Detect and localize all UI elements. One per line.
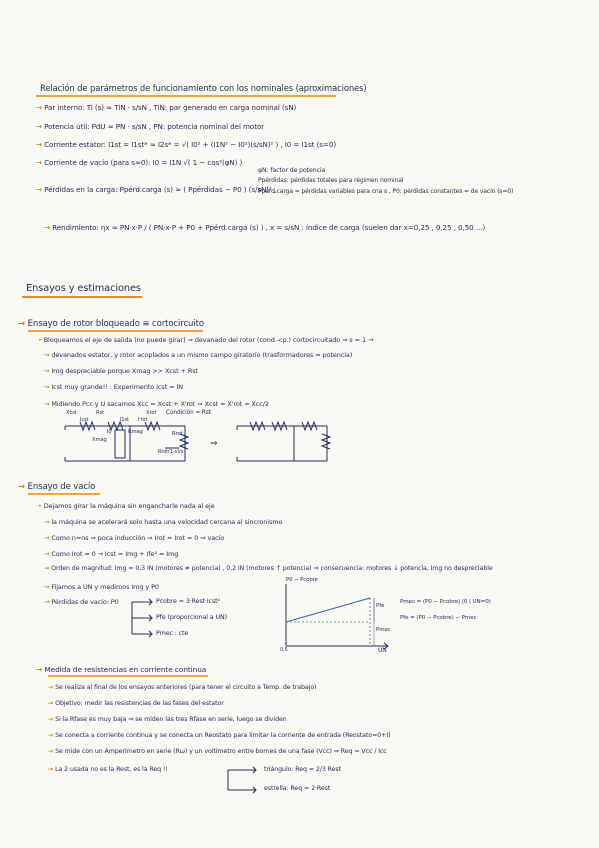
conexion-triangulo: triángulo: Req = 2/3 Rest [264, 766, 341, 773]
section2-title: Ensayos y estimaciones [26, 283, 141, 294]
circuit-arrow: ⇒ [210, 439, 218, 449]
section1-underline [36, 95, 336, 97]
reostato-line: → Se conecta a corriente continua y se conecta un Reostato para limitar la corriente de entrada (Reostato=0+I) [48, 732, 391, 739]
label-i0: I0 [107, 429, 112, 435]
potencia-util-line: → Potencia útil: PdU ≈ PN · s/sN , PN: potencia nominal del motor [36, 122, 265, 131]
loss-cobre: Pcobre = 3·Rest·Icst² [156, 598, 220, 605]
medida-resistencias-underline [48, 675, 208, 677]
label-xcst: Xcst [66, 410, 77, 416]
label-irot: I'rot [138, 417, 148, 423]
bloqueo-line: • Bloqueamos el eje de salida (no puede girar) ⇒ devanado del rotor (cond.-cp.) cortocircuitado ⇒ s = 1 → [38, 336, 374, 344]
graph-eq2: Pfe = (P0 − Pcobre) − Pmec [400, 615, 477, 621]
acople-line: → devanados estator, y rotor acoplados a un mismo campo giratorio (trasformadores ≈ potencia) [44, 351, 353, 359]
condicion-note: Condición = Rst [166, 410, 211, 416]
irot-cero-line: → Como Irot ≈ 0 → Icst = Img + Ife² ≈ Img [44, 550, 179, 558]
conexion-estrella: estrella: Req = 2·Rest [264, 785, 331, 792]
midiendo-line: → Midiendo Pcc y U sacamos Xcc = Xcst + X'rot ⇒ Xcst ≈ X'rot ≈ Xcc/2 [44, 400, 269, 408]
label-xmag: Xmag [92, 437, 107, 443]
label-rst: Rst [96, 410, 105, 416]
corriente-vacio-line: → Corriente de vacío (para s≈0): I0 = I1N √( 1 − cos²(φN) ) [36, 158, 243, 167]
graph-pmec-label: Pmec [376, 627, 391, 633]
label-rrot-s: Rrot(1-s)/s [158, 449, 184, 455]
req-note-line: → La 2 usada no es la Rest, es la Req !! [48, 766, 168, 773]
ensayo-vacio-underline [28, 493, 100, 495]
label-xrot: Xrot [146, 410, 157, 416]
orden-magnitud-line: → Orden de magnitud: Img ≈ 0,3 IN (motores ≠ potencia) , 0,2 IN (motores ↑ potencia) ⇒ consecuencia: motores ↓ potencia, Img no despreciable [44, 565, 493, 572]
graph-xlabel: UN [378, 647, 387, 654]
perdidas-variables-note: Ppérd.carga = pérdidas variables para cna s , P0: pérdidas constantes = de vacío (s=0) [258, 188, 514, 195]
graph-ylabel: P0 − Pcobre [286, 577, 318, 583]
rotor-bloqueado-title: → Ensayo de rotor bloqueado ≡ cortocircuito [18, 319, 204, 329]
label-icst: Icst [80, 417, 89, 423]
section2-underline [22, 296, 142, 298]
perdidas-vacio-line: → Pérdidas de vacío: P0 [44, 598, 119, 606]
loss-mec: Pmec : cte [156, 630, 189, 637]
objetivo-line: → Objetivo: medir las resistencias de las fases del estator [48, 700, 224, 707]
rotor-bloqueado-underline [28, 330, 203, 332]
rendimiento-line: → Rendimiento: ηx ≈ PN·x·P / ( PN·x·P + P0 + Ppérd.carga (s) ) , x = s/sN : índice de carga (suelen dar x=0,25 , 0,25 , 0,50 ...) [44, 223, 486, 232]
realiza-line: → Se realiza al final de los ensayos anteriores (para tener el circuito a Temp. de trabajo) [48, 684, 317, 691]
conexion-tree [226, 764, 262, 796]
circuit-simplificado [232, 416, 342, 466]
perdidas-totales-note: Ppérdidas: pérdidas totales para régimen nominal [258, 177, 404, 184]
fijamos-line: → Fijamos a UN y medimos Img y P0 [44, 583, 159, 591]
graph-x0: 0,5 [280, 647, 288, 653]
medida-resistencias-title: → Medida de resistencias en corriente continua [36, 665, 207, 674]
amperimetro-line: → Se mide con un Amperímetro en serie (Rω) y un voltímetro entre bornes de una fase (Vcc) ⇒ Req = Vcc / Icc [48, 748, 387, 755]
rfase-baja-line: → Si la Rfase es muy baja ⇒ se miden las tres Rfase en serie, luego se dividen [48, 716, 287, 723]
graph-pfe-label: Pfe [376, 603, 385, 609]
label-rmag: Rmag [128, 429, 143, 435]
section1-title: Relación de parámetros de funcionamiento con los nominales (aproximaciones) [40, 83, 367, 93]
graph-eq1: Pmec = (P0 − Pcobre) (0 | UN=0) [400, 599, 491, 605]
perdidas-carga-line: → Pérdidas en la carga: Ppérd.carga (s) ≈ ( Ppérdidas − P0 ) (s/sN)² , [36, 185, 277, 194]
label-rrot: Rrot [172, 431, 183, 437]
par-interno-line: → Par interno: Ti (s) ≈ TiN · s/sN , TiN: par generado en carga nominal (sN) [36, 103, 297, 112]
img-despreciable-line: → Img despreciable porque Xmag >> Xcst + Rst [44, 367, 198, 375]
icst-grande-line: → Icst muy grande!! : Experimento Icst = IN [44, 383, 184, 391]
loss-fe: Pfe (proporcional a UN) [156, 614, 227, 621]
circuit-equivalente [60, 416, 200, 466]
corriente-estator-line: → Corriente estator: I1st = I1st* ≈ I2s* = √( I0² + (I1N² − I0²)(s/sN)² ) , I0 = I1st (s=0) [36, 140, 337, 149]
acelera-line: → la máquina se acelerará solo hasta una velocidad cercana al sincronismo [44, 518, 283, 526]
ensayo-vacio-title: → Ensayo de vacío [18, 482, 96, 492]
label-i1st: I1st [120, 417, 129, 423]
dejamos-girar-line: • Dejamos girar la máquina sin engancharle nada al eje [38, 502, 215, 510]
factor-potencia-note: φN: factor de potencia [258, 167, 326, 174]
vacio-graph [282, 582, 392, 652]
poca-induccion-line: → Como n≈ns ⇒ poca inducción ⇒ Irot = Irot ≈ 0 ⇒ vacío [44, 534, 225, 542]
